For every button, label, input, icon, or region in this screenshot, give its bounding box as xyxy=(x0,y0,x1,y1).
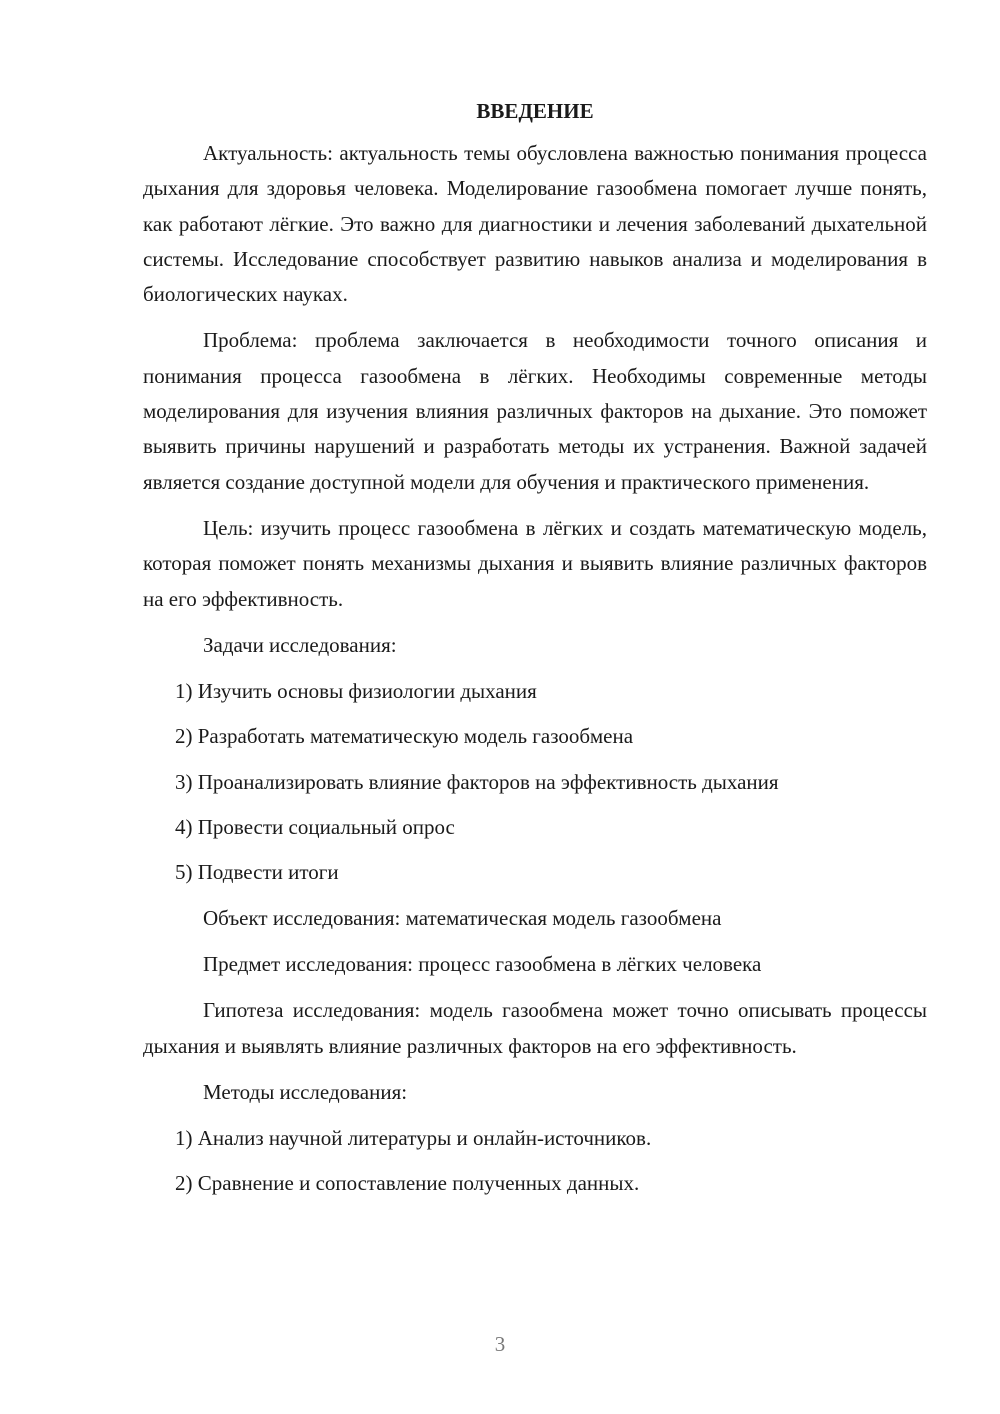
tasks-list xyxy=(143,674,927,890)
subject-paragraph: Предмет исследования: процесс газообмена в лёгких человека xyxy=(203,951,762,976)
list-item: 5) Подвести итоги xyxy=(175,860,339,885)
page-number: 3 xyxy=(494,1332,506,1356)
list-item: 1) Анализ научной литературы и онлайн-источников. xyxy=(175,1126,652,1151)
methods-list xyxy=(143,1121,927,1202)
hypothesis-paragraph: Гипотеза исследования: модель газообмена может точно описывать процессы дыхания и выявлять влияние различных факторов на его эффективность. xyxy=(143,998,927,1058)
list-item: 4) Провести социальный опрос xyxy=(175,815,455,840)
relevance-paragraph: Актуальность: актуальность темы обусловлена важностью понимания процесса дыхания для здоровья человека. Моделирование газообмена помогает лучше понять, как работают лёгкие. Это важно для диагностики и лечения заболеваний дыхательной системы. Исследование способствует развитию навыков анализа и моделирования в биологических науках. xyxy=(143,141,927,307)
goal-paragraph: Цель: изучить процесс газообмена в лёгких и создать математическую модель, которая поможет понять механизмы дыхания и выявить влияние различных факторов на его эффективность. xyxy=(143,515,927,611)
page-title: ВВЕДЕНИЕ xyxy=(476,99,594,123)
tasks-heading: Задачи исследования: xyxy=(203,632,397,657)
list-item: 2) Разработать математическую модель газообмена xyxy=(175,724,634,749)
object-paragraph: Объект исследования: математическая модель газообмена xyxy=(203,905,722,930)
list-item: 1) Изучить основы физиологии дыхания xyxy=(175,679,537,704)
list-item: 2) Сравнение и сопоставление полученных данных. xyxy=(175,1171,640,1196)
document-page xyxy=(143,96,927,1212)
list-item: 3) Проанализировать влияние факторов на эффективность дыхания xyxy=(175,769,779,794)
problem-paragraph: Проблема: проблема заключается в необходимости точного описания и понимания процесса газообмена в лёгких. Необходимы современные методы моделирования для изучения влияния различных факторов на дыхание. Это поможет выявить причины нарушений и разработать методы их устранения. Важной задачей является создание доступной модели для обучения и практического применения. xyxy=(143,328,927,494)
methods-heading: Методы исследования: xyxy=(203,1079,408,1104)
